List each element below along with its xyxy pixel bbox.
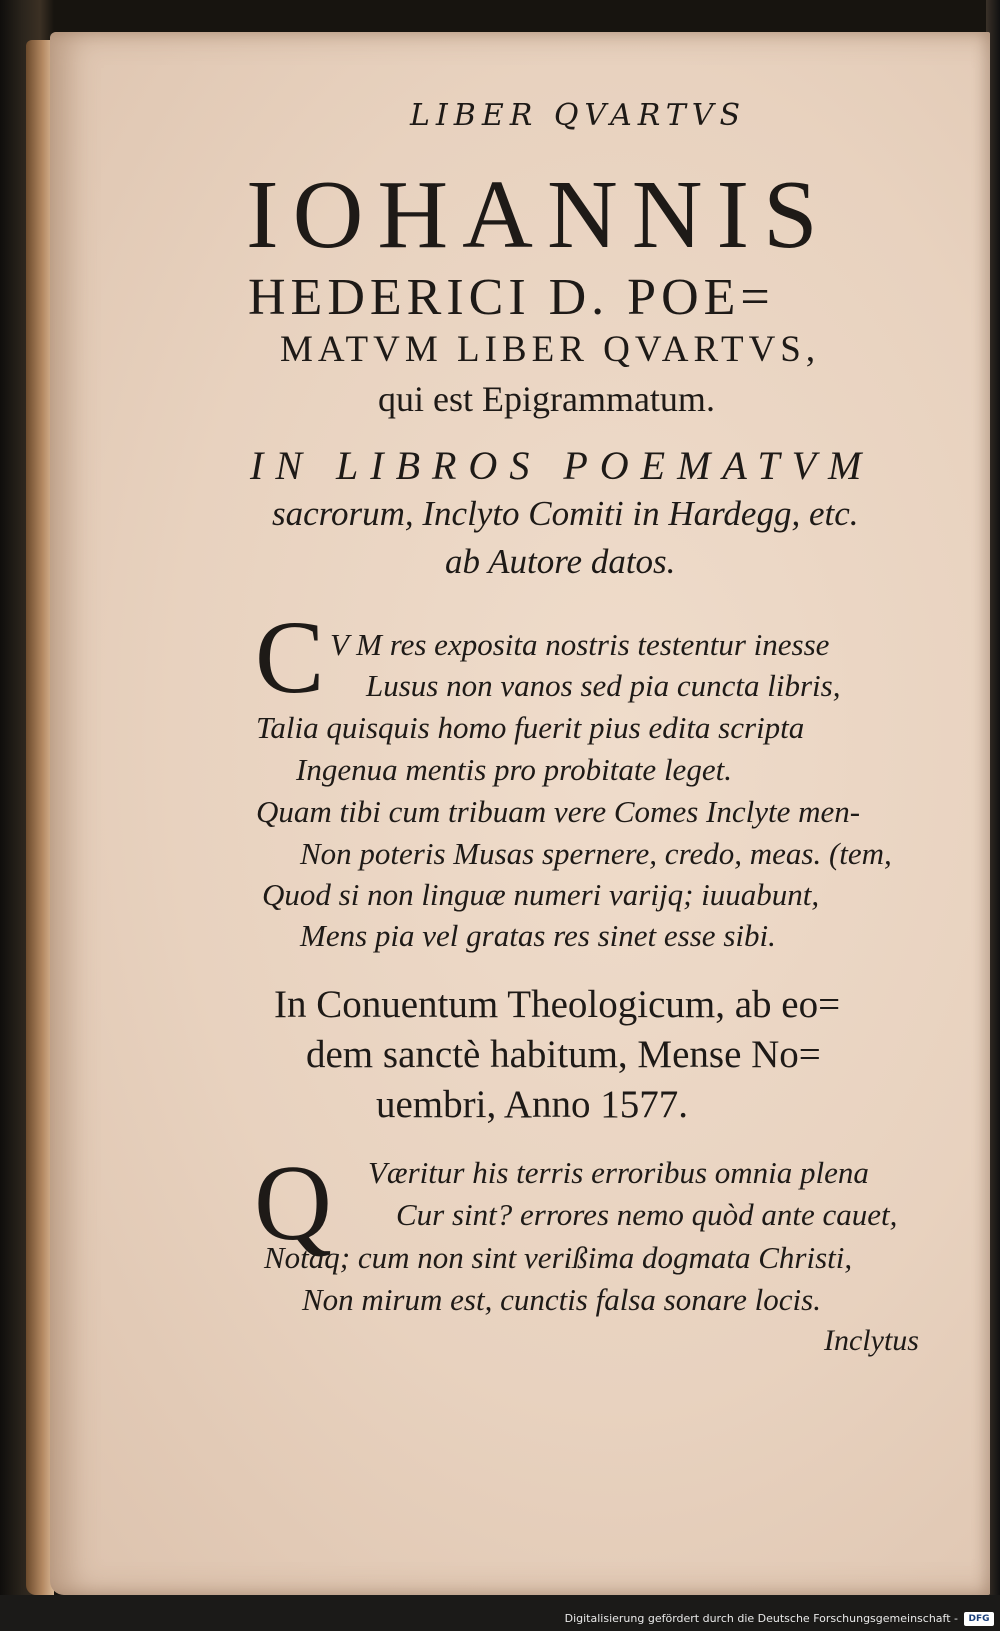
verse-line: Notaq; cum non sint verißima dogmata Christi,: [264, 1240, 853, 1275]
digitization-credit: Digitalisierung gefördert durch die Deutsche Forschungsgemeinschaft -: [564, 1612, 958, 1625]
section1-heading-3: ab Autore datos.: [445, 542, 676, 581]
section2-heading-1: In Conuentum Theologicum, ab eo=: [274, 983, 841, 1026]
section1-heading-1: IN LIBROS POEMATVM: [250, 443, 874, 488]
verse-line: Non poteris Musas spernere, credo, meas. (tem,: [300, 836, 892, 871]
verse-line: Quod si non linguæ numeri varijq; iuuabunt,: [262, 877, 820, 912]
verse-line: Væritur his terris erroribus omnia plena: [368, 1155, 869, 1190]
verse-line: Cur sint? errores nemo quòd ante cauet,: [396, 1197, 898, 1232]
catchword: Inclytus: [824, 1324, 919, 1357]
verse-line: V M res exposita nostris testentur inesse: [330, 627, 830, 662]
verse-line: Ingenua mentis pro probitate leget.: [296, 752, 732, 787]
verse-line: Mens pia vel gratas res sinet esse sibi.: [300, 918, 776, 953]
title-line-3: MATVM LIBER QVARTVS,: [280, 329, 821, 370]
dfg-logo-icon: DFG: [964, 1612, 994, 1626]
book-page: [50, 32, 990, 1595]
title-line-4: qui est Epigrammatum.: [378, 379, 715, 419]
section2-dropcap: Q: [254, 1144, 332, 1263]
verse-line: Lusus non vanos sed pia cuncta libris,: [366, 668, 841, 703]
section2-heading-3: uembri, Anno 1577.: [376, 1083, 688, 1126]
section1-dropcap: C: [255, 600, 325, 715]
title-line-2: HEDERICI D. POE=: [248, 269, 775, 326]
section2-heading-2: dem sanctè habitum, Mense No=: [306, 1033, 821, 1076]
verse-line: Quam tibi cum tribuam vere Comes Inclyte men-: [256, 794, 861, 829]
running-head: LIBER QVARTVS: [410, 98, 747, 133]
verse-line: Non mirum est, cunctis falsa sonare locis.: [302, 1282, 821, 1317]
section1-heading-2: sacrorum, Inclyto Comiti in Hardegg, etc.: [272, 494, 859, 533]
verse-line: Talia quisquis homo fuerit pius edita scripta: [256, 710, 805, 745]
title-author: IOHANNIS: [246, 161, 832, 269]
